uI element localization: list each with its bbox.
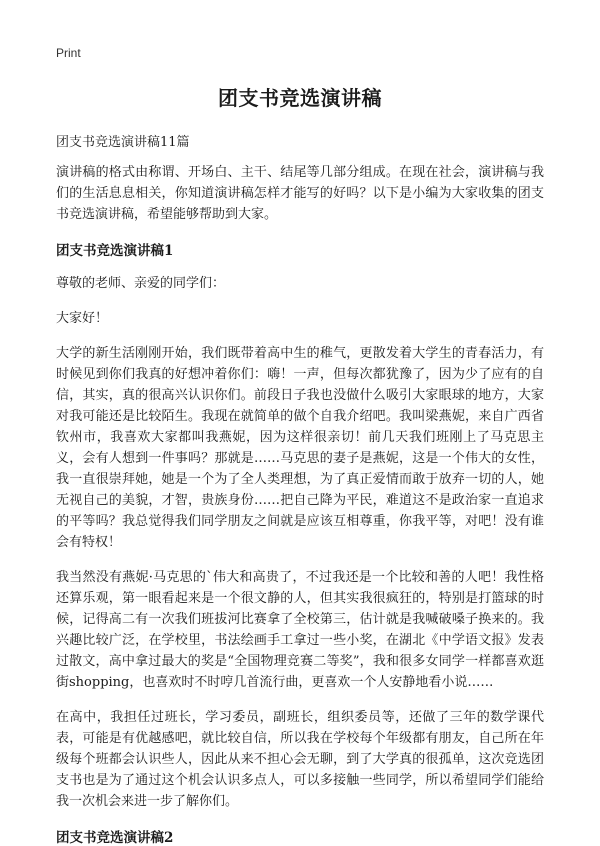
print-link[interactable]: Print [56, 46, 81, 60]
body-paragraph-2: 我当然没有燕妮·马克思的`伟大和高贵了，不过我还是一个比较和善的人吧！我性格还算乐观，第一眼看起来是一个很文静的人，但其实我很疯狂的，特别是打篮球的时候，记得高二有一次我们班拔河比赛拿了全校第三，估计就是我喊破嗓子换来的。我兴趣比较广泛，在学校里，书法绘画手工拿过一些小奖，在湖北《中学语文报》发表过散文，高中拿过最大的奖是“全国物理竞赛二等奖”，我和很多女同学一样都喜欢逛街shopping，也喜欢时不时哼几首流行曲，更喜欢一个人安静地看小说…… [56, 570, 544, 690]
body-paragraph-1: 大学的新生活刚刚开始，我们既带着高中生的稚气，更散发着大学生的青春活力，有时候见到你们我真的好想冲着你们：嗨！一声，但每次都犹豫了，因为少了应有的自信，其实，真的很高兴认识你们。前段日子我也没做什么吸引大家眼球的地方，大家对我可能还是比较陌生。我现在就简单的做个自我介绍吧。我叫梁燕妮，来自广西省钦州市，我喜欢大家都叫我燕妮，因为这样很亲切！前几天我们班刚上了马克思主义，会有人想到一件事吗？那就是……马克思的妻子是燕妮，这是一个伟大的女性，我一直很崇拜她，她是一个为了全人类理想，为了真正爱情而敢于放弃一切的人，她无视自己的美貌，才智，贵族身份……把自己降为平民，难道这不是政治家一直追求的平等吗？我总觉得我们同学朋友之间就是应该互相尊重，你我平等，对吧！没有谁会有特权！ [56, 346, 544, 550]
section-heading-1: 团支书竞选演讲稿1 [56, 243, 174, 259]
salutation-paragraph: 尊敬的老师、亲爱的同学们： [56, 276, 226, 291]
page-title: 团支书竞选演讲稿 [218, 86, 382, 110]
intro-paragraph: 演讲稿的格式由称谓、开场白、主干、结尾等几部分组成。在现在社会，演讲稿与我们的生活息息相关，你知道演讲稿怎样才能写的好吗？以下是小编为大家收集的团支书竞选演讲稿，希望能够帮助到大家。 [56, 165, 544, 222]
section-heading-2: 团支书竞选演讲稿2 [56, 830, 174, 846]
greeting-paragraph: 大家好！ [56, 311, 109, 326]
body-paragraph-3: 在高中，我担任过班长，学习委员，副班长，组织委员等，还做了三年的数学课代表，可能是有优越感吧，就比较自信，所以我在学校每个年级都有朋友，自己所在年级每个班都会认识些人，因此从来不担心会无聊，到了大学真的很孤单，这次竞选团支书也是为了通过这个机会认识多点人，可以多接触一些同学，所以希望同学们能给我一次机会来进一步了解你们。 [56, 710, 544, 809]
document-subtitle: 团支书竞选演讲稿11篇 [56, 135, 190, 150]
